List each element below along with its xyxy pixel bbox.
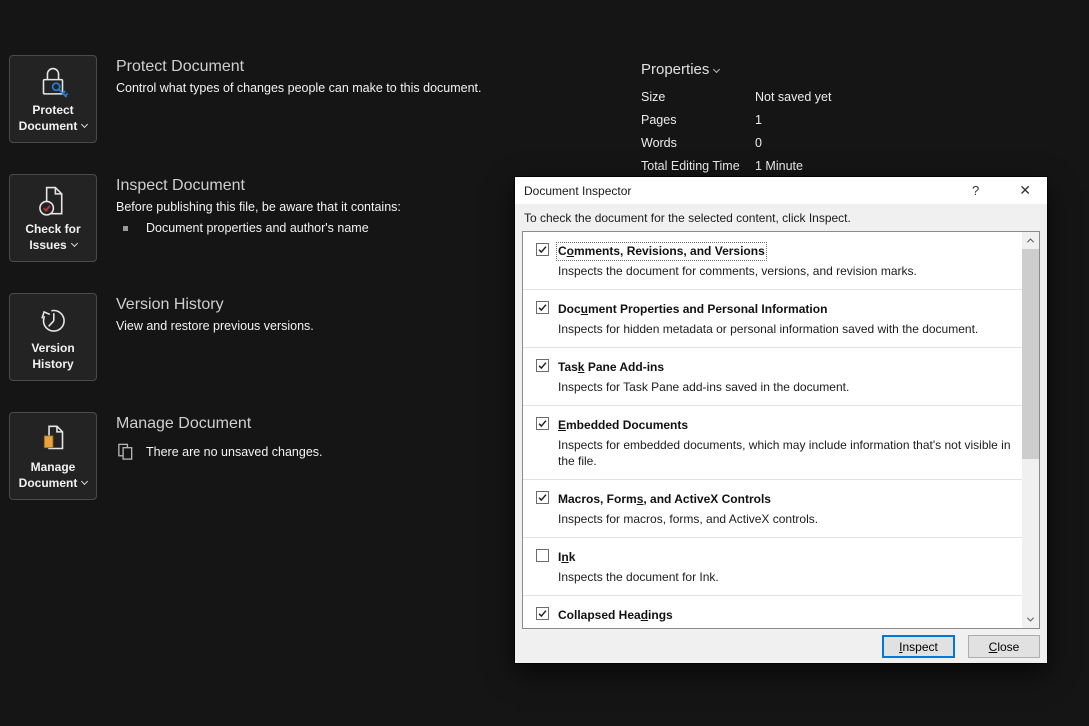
- dialog-footer: [515, 630, 1047, 663]
- check-mark-icon: [537, 244, 548, 255]
- inspect-document-icon: [34, 182, 72, 220]
- close-button[interactable]: Close: [968, 635, 1040, 658]
- inspector-item-title[interactable]: Task Pane Add-ins: [558, 360, 665, 374]
- inspector-item-description: Inspects for hidden metadata or personal information saved with the document.: [558, 322, 979, 336]
- chevron-down-icon: [81, 121, 88, 128]
- dialog-titlebar[interactable]: [515, 177, 1047, 204]
- manage-document-heading: Manage Document: [116, 415, 252, 432]
- checkbox[interactable]: [536, 417, 549, 430]
- inspector-item-title[interactable]: Ink: [558, 550, 576, 564]
- inspector-item: [523, 347, 1022, 405]
- checkbox[interactable]: [536, 549, 549, 562]
- protect-document-heading: Protect Document: [116, 58, 245, 75]
- property-label: Words: [641, 136, 677, 150]
- property-row: [641, 90, 901, 113]
- documents-icon: [116, 442, 135, 461]
- inspector-item: [523, 232, 1022, 289]
- check-for-issues-label: Check for Issues: [25, 222, 81, 252]
- version-history-description: View and restore previous versions.: [116, 319, 314, 333]
- property-row: [641, 136, 901, 159]
- check-mark-icon: [537, 418, 548, 429]
- check-mark-icon: [537, 492, 548, 503]
- properties-panel: [641, 61, 901, 182]
- version-history-button[interactable]: [9, 293, 97, 381]
- chevron-down-icon: [81, 478, 88, 485]
- chevron-down-icon: [71, 240, 78, 247]
- inspector-item-description: Inspects for Task Pane add-ins saved in the document.: [558, 380, 850, 394]
- manage-document-button[interactable]: [9, 412, 97, 500]
- chevron-down-icon: [713, 66, 720, 73]
- inspector-item-description: Inspects the document for comments, versions, and revision marks.: [558, 264, 917, 278]
- scroll-down-button[interactable]: [1022, 611, 1039, 628]
- inspector-item-title[interactable]: Macros, Forms, and ActiveX Controls: [558, 492, 771, 506]
- inspector-item: [523, 479, 1022, 537]
- protect-document-label: Protect Document: [19, 102, 88, 134]
- inspector-item: [523, 405, 1022, 479]
- help-icon[interactable]: ?: [972, 183, 980, 198]
- scroll-up-button[interactable]: [1022, 232, 1039, 249]
- protect-lock-icon: [34, 63, 72, 101]
- inspect-document-heading: Inspect Document: [116, 177, 245, 194]
- inspector-item-title[interactable]: Embedded Documents: [558, 418, 689, 432]
- chevron-down-icon: [1027, 615, 1034, 622]
- protect-document-button[interactable]: [9, 55, 97, 143]
- checkbox[interactable]: [536, 243, 549, 256]
- manage-document-icon: [34, 420, 72, 458]
- unsaved-changes-row: There are no unsaved changes.: [116, 442, 536, 461]
- checkbox[interactable]: [536, 491, 549, 504]
- check-for-issues-button[interactable]: [9, 174, 97, 262]
- inspector-options-list: [522, 231, 1040, 629]
- property-label: Pages: [641, 113, 677, 127]
- chevron-up-icon: [1027, 238, 1034, 245]
- version-history-label: Version History: [31, 341, 75, 371]
- checkbox[interactable]: [536, 607, 549, 620]
- property-label: Total Editing Time: [641, 159, 740, 173]
- manage-document-label: Manage Document: [19, 459, 88, 491]
- check-mark-icon: [537, 360, 548, 371]
- close-icon[interactable]: ✕: [1019, 182, 1031, 198]
- check-mark-icon: [537, 302, 548, 313]
- properties-header[interactable]: Properties: [641, 61, 901, 78]
- version-history-heading: Version History: [116, 296, 224, 313]
- property-row: [641, 113, 901, 136]
- inspector-item-description: Inspects the document for Ink.: [558, 570, 719, 584]
- inspector-item-description: Inspects for embedded documents, which may include information that's not visible in the file.: [558, 438, 1011, 468]
- version-history-icon: [34, 301, 72, 339]
- property-label: Size: [641, 90, 666, 104]
- property-value: Not saved yet: [755, 90, 832, 104]
- inspector-item-title[interactable]: Document Properties and Personal Information: [558, 302, 828, 316]
- bullet-icon: [123, 226, 128, 231]
- checkbox[interactable]: [536, 359, 549, 372]
- document-inspector-dialog: [515, 177, 1047, 663]
- inspector-item-title[interactable]: Comments, Revisions, and Versions: [558, 244, 765, 258]
- checkbox[interactable]: [536, 301, 549, 314]
- protect-document-description: Control what types of changes people can make to this document.: [116, 81, 482, 95]
- dialog-title: Document Inspector: [524, 183, 632, 198]
- dialog-instruction: To check the document for the selected content, click Inspect.: [524, 211, 851, 225]
- property-value: 1: [755, 113, 762, 127]
- inspect-button[interactable]: Inspect: [882, 635, 955, 658]
- inspector-item: [523, 537, 1022, 595]
- property-value: 0: [755, 136, 762, 150]
- inspector-item-title[interactable]: Collapsed Headings: [558, 608, 673, 622]
- inspect-findings-item: Document properties and author's name: [116, 221, 536, 235]
- inspector-item-description: Inspects for macros, forms, and ActiveX controls.: [558, 512, 819, 526]
- scrollbar[interactable]: [1022, 232, 1039, 628]
- inspector-item: [523, 289, 1022, 347]
- check-mark-icon: [537, 608, 548, 619]
- property-value: 1 Minute: [755, 159, 803, 173]
- inspect-document-description: Before publishing this file, be aware that it contains:: [116, 200, 401, 214]
- scrollbar-thumb[interactable]: [1022, 249, 1039, 459]
